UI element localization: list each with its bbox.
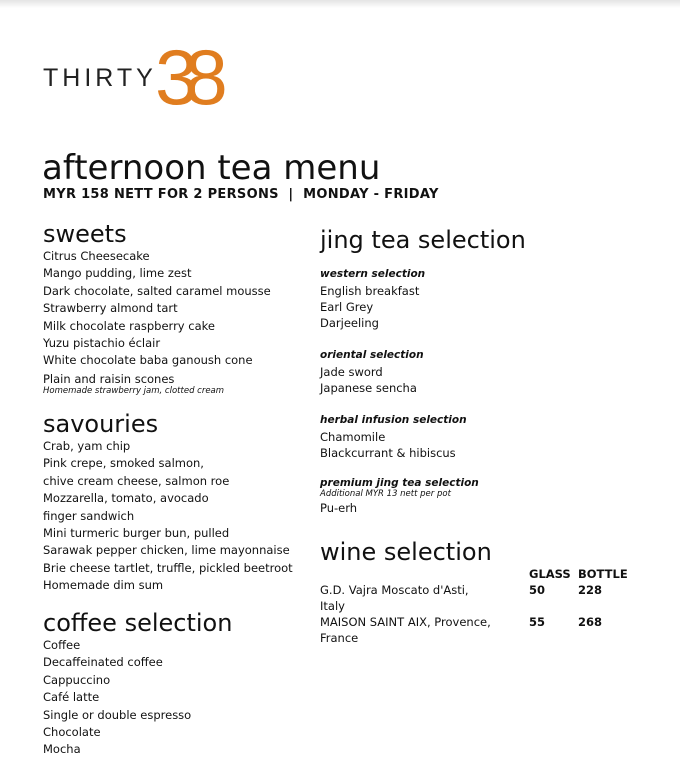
wine-origin: Italy: [320, 599, 345, 613]
list-item: Plain and raisin scones: [43, 371, 175, 386]
list-item: Yuzu pistachio éclair: [43, 336, 161, 351]
section-heading: coffee selection: [43, 609, 233, 637]
wine-origin: France: [320, 631, 359, 645]
glass-column-header: GLASS: [529, 567, 571, 581]
bottle-column-header: BOTTLE: [578, 567, 628, 581]
list-item: Earl Grey: [320, 300, 374, 314]
item-note: Additional MYR 13 nett per pot: [320, 489, 451, 499]
price-subtitle: MYR 158 NETT FOR 2 PERSONS | MONDAY - FRIDAY: [43, 187, 439, 202]
list-item: Coffee: [43, 638, 81, 652]
tea-group-heading: western selection: [320, 268, 426, 280]
tea-section: [320, 226, 526, 517]
glass-price: 55: [529, 615, 546, 629]
wine-name: G.D. Vajra Moscato d'Asti,: [320, 583, 469, 597]
wine-row: [320, 582, 469, 614]
section-heading: sweets: [43, 220, 127, 248]
coffee-section: [43, 609, 232, 759]
bottle-price: 268: [578, 615, 603, 629]
list-item: Chocolate: [43, 725, 101, 740]
savouries-section: [43, 410, 293, 595]
list-item: Milk chocolate raspberry cake: [43, 318, 215, 333]
section-heading: jing tea selection: [320, 226, 526, 254]
list-item: Blackcurrant & hibiscus: [320, 446, 456, 460]
wine-heading: wine selection: [320, 538, 492, 566]
list-item: Jade sword: [320, 365, 383, 379]
list-item: Darjeeling: [320, 316, 379, 330]
list-item: Mocha: [43, 742, 81, 757]
list-item: Mozzarella, tomato, avocado: [43, 491, 209, 506]
bottle-price: 228: [578, 583, 603, 597]
list-item: chive cream cheese, salmon roe: [43, 473, 230, 488]
list-item: Decaffeinated coffee: [43, 655, 163, 670]
tea-group-heading: oriental selection: [320, 349, 424, 361]
list-item: Homemade dim sum: [43, 578, 164, 593]
list-item: White chocolate baba ganoush cone: [43, 353, 253, 368]
list-item: Cappuccino: [43, 672, 111, 687]
section-heading: savouries: [43, 410, 159, 438]
list-item: Pink crepe, smoked salmon,: [43, 456, 204, 471]
list-item: Chamomile: [320, 430, 386, 444]
list-item: Japanese sencha: [320, 381, 417, 395]
list-item: Strawberry almond tart: [43, 301, 178, 316]
page-title: afternoon tea menu: [42, 148, 381, 188]
list-item: Sarawak pepper chicken, lime mayonnaise: [43, 543, 290, 558]
tea-group-heading: premium jing tea selection: [320, 477, 479, 489]
list-item: Citrus Cheesecake: [43, 249, 150, 263]
list-item: Mini turmeric burger bun, pulled: [43, 526, 230, 541]
wine-row: [320, 614, 491, 646]
tea-group-heading: herbal infusion selection: [320, 414, 467, 426]
list-item: Pu-erh: [320, 501, 358, 515]
list-item: English breakfast: [320, 284, 420, 298]
list-item: Single or double espresso: [43, 707, 192, 722]
glass-price: 50: [529, 583, 546, 597]
list-item: Café latte: [43, 690, 100, 705]
logo-text: THIRTY: [43, 64, 157, 92]
list-item: finger sandwich: [43, 508, 135, 523]
list-item: Crab, yam chip: [43, 439, 131, 453]
logo-number: 38: [155, 33, 214, 121]
list-item: Mango pudding, lime zest: [43, 266, 192, 281]
sweets-section: [43, 220, 271, 396]
list-item: Brie cheese tartlet, truffle, pickled beetroot: [43, 560, 293, 575]
item-note: Homemade strawberry jam, clotted cream: [43, 385, 225, 396]
wine-name: MAISON SAINT AIX, Provence,: [320, 615, 491, 629]
top-shadow: [0, 0, 680, 8]
list-item: Dark chocolate, salted caramel mousse: [43, 283, 271, 298]
